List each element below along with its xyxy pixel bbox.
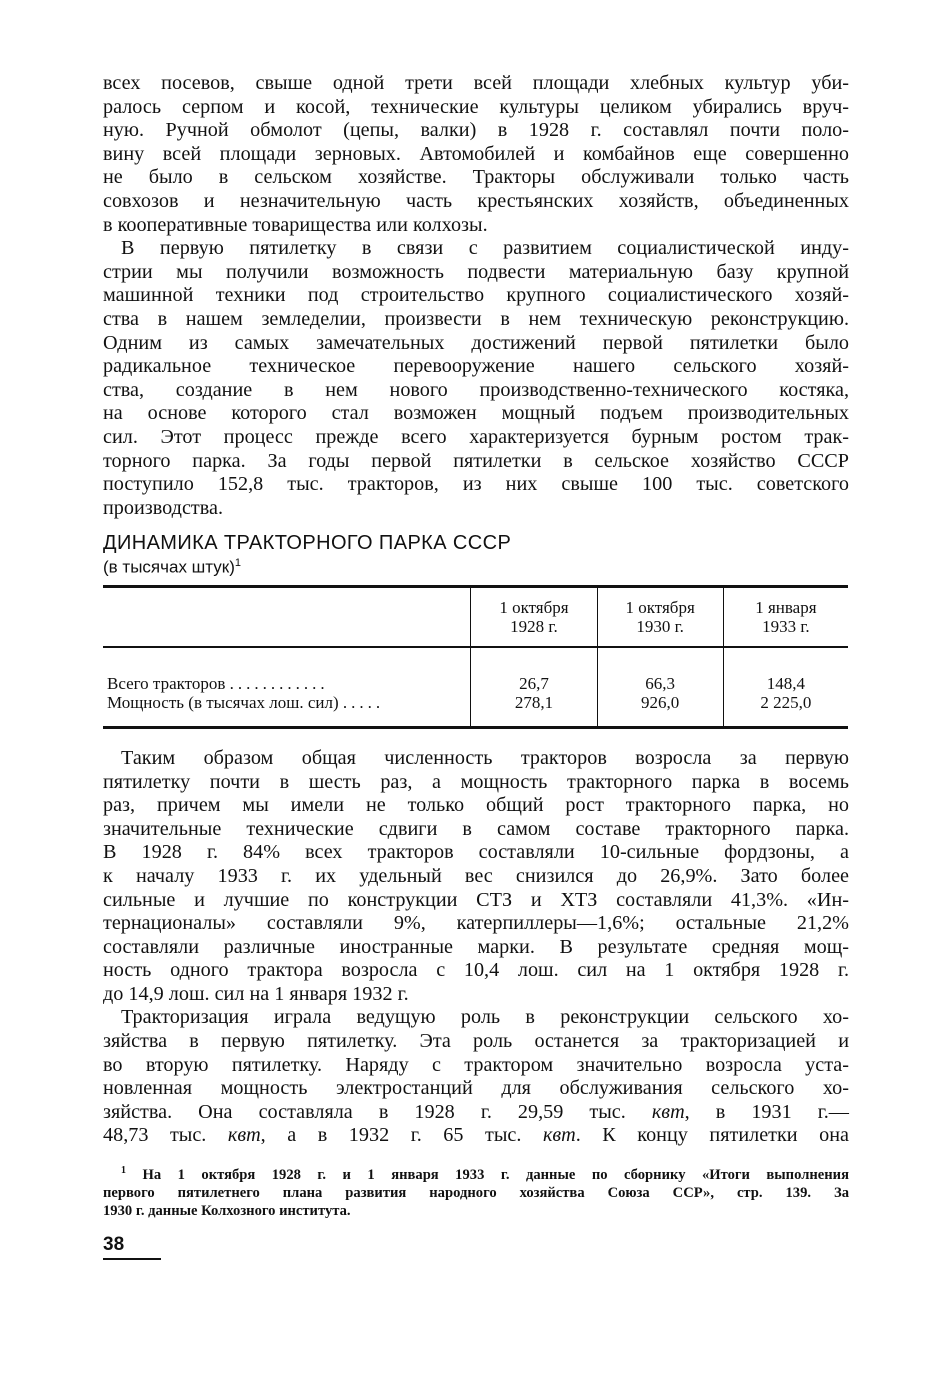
text-line: раз, причем мы имели не только общий рост тракторного парка, но	[103, 794, 849, 817]
table-cell: 148,4	[766, 673, 805, 693]
paragraph-3	[103, 747, 849, 1007]
footnote	[103, 1162, 849, 1220]
table-cell: 66,3	[597, 674, 723, 693]
text-line: ства, создание в нем нового производственно-технического костяка,	[103, 378, 849, 401]
footnote-line: 1930 г. данные Колхозного института.	[103, 1202, 351, 1219]
footnote-line: первого пятилетнего плана развития народного хозяйства Союза ССР», стр. 139. За	[103, 1184, 849, 1201]
table-cell: 2 225,0	[760, 692, 812, 712]
text-line: В 1928 г. 84% всех тракторов составляли 10-сильные фордзоны, а	[103, 841, 849, 864]
footnote-mark: 1	[234, 557, 241, 570]
table-cell: 278,1	[471, 693, 597, 712]
text-line: ность одного трактора возросла с 10,4 лош. сил на 1 октября 1928 г.	[103, 959, 849, 982]
text-line: В первую пятилетку в связи с развитием социалистической инду-	[121, 237, 849, 260]
table-row	[103, 693, 848, 712]
text-line: сил. Этот процесс прежде всего характеризуется бурным ростом трак-	[103, 425, 849, 448]
text-line: зяйства. Она составляла в 1928 г. 29,59 тыс. квт, в 1931 г.—	[103, 1100, 849, 1123]
paragraph-2	[103, 237, 849, 520]
text-line: вину всей площади зерновых. Автомобилей и комбайнов еще совершенно	[103, 142, 849, 165]
text-line: всех посевов, свыше одной трети всей площади хлебных культур уби-	[103, 72, 849, 94]
table-corner	[103, 586, 471, 647]
text-line: производства.	[103, 496, 224, 519]
text-line: машинной техники под строительство крупного социалистического хозяй-	[103, 284, 849, 307]
text-line: Таким образом общая численность тракторов возросла за первую	[121, 746, 849, 769]
text-line: торного парка. За годы первой пятилетки в сельское хозяйство СССР	[103, 449, 849, 472]
text-line: 48,73 тыс. квт, а в 1932 г. 65 тыс. квт. К концу пятилетки она	[103, 1124, 849, 1147]
text-line: тернационалы» составляли 9%, катерпиллеры—1,6%; остальные 21,2%	[103, 912, 849, 935]
text-line: Тракторизация играла ведущую роль в реконструкции сельского хо-	[121, 1006, 849, 1029]
text-line: сильные и лучшие по конструкции СТЗ и ХТЗ составляли 41,3%. «Ин-	[103, 888, 849, 911]
text-line: ную. Ручной обмолот (цепы, валки) в 1928 г. составлял почти поло-	[103, 119, 849, 142]
text-line: пятилетку почти в шесть раз, а мощность тракторного парка в восемь	[103, 770, 849, 793]
text-line: совхозов и незначительную часть крестьянских хозяйств, объединенных	[103, 189, 849, 212]
paragraph-4	[103, 1006, 849, 1148]
text-line: до 14,9 лош. сил на 1 января 1932 г.	[103, 982, 409, 1005]
text-line: радикальное техническое перевооружение нашего сельского хозяй-	[103, 355, 849, 378]
text-line: поступило 152,8 тыс. тракторов, из них свыше 100 тыс. советского	[103, 473, 849, 496]
text-line: ства в нашем земледелии, произвести в нем техническую реконструкцию.	[103, 307, 849, 330]
table-row	[103, 674, 848, 693]
row-label: Всего тракторов ............	[103, 674, 471, 693]
page-number: 38	[103, 1234, 161, 1260]
row-label: Мощность (в тысячах лош. сил) .....	[103, 693, 471, 712]
table-subtitle: (в тысячах штук)$^1$	[103, 557, 241, 577]
text-line: Одним из самых замечательных достижений первой пятилетки было	[103, 331, 849, 354]
text-line: зяйства в первую пятилетку. Эта роль останется за тракторизацией и	[103, 1030, 849, 1053]
paragraph-1	[103, 72, 849, 237]
table-cell: 926,0	[597, 693, 723, 712]
text-line: ралось серпом и косой, технические культуры целиком убирались вруч-	[103, 95, 849, 118]
text-line: во вторую пятилетку. Наряду с трактором значительно возросла уста-	[103, 1053, 849, 1076]
table-cell: 26,7	[471, 674, 597, 693]
table-title: ДИНАМИКА ТРАКТОРНОГО ПАРКА СССР	[103, 532, 512, 555]
text-line: значительные технические сдвиги в самом составе тракторного парка.	[103, 817, 849, 840]
text-line: новленная мощность электростанций для обслуживания сельского хо-	[103, 1077, 849, 1100]
text-line: стрии мы получили возможность подвести материальную базу крупной	[103, 260, 849, 283]
tractor-table	[103, 585, 848, 739]
column-header: 1 января 1933 г.	[723, 586, 848, 647]
column-header: 1 октября 1928 г.	[471, 586, 597, 647]
text-line: не было в сельском хозяйстве. Тракторы обслуживали только часть	[103, 166, 849, 189]
column-header: 1 октября 1930 г.	[597, 586, 723, 647]
text-line: в кооперативные товарищества или колхозы.	[103, 213, 488, 236]
text-line: к началу 1933 г. их удельный вес снизился до 26,9%. Зато более	[103, 864, 849, 887]
text-line: на основе которого стал возможен мощный подъем производительных	[103, 402, 849, 425]
footnote-line: $^1$ На 1 октября 1928 г. и 1 января 1933 г. данные по сборнику «Итоги выполнения	[121, 1165, 849, 1183]
text-line: составляли различные иностранные марки. В результате средняя мощ-	[103, 935, 849, 958]
